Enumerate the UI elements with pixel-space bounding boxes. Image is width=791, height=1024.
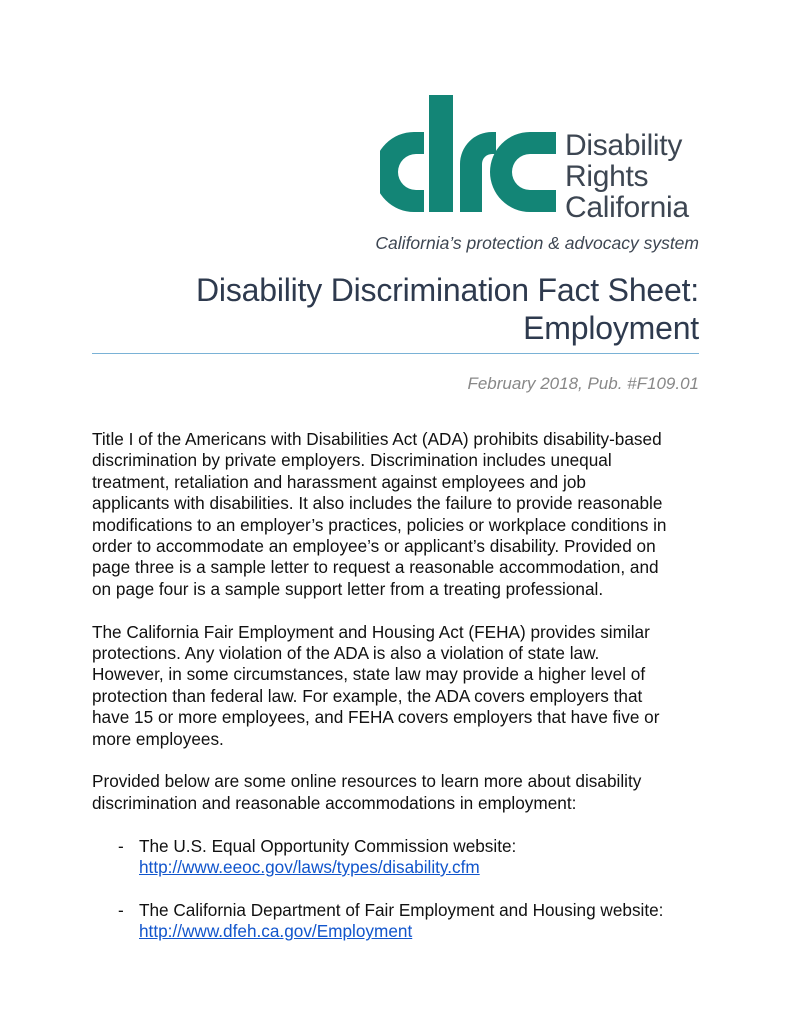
resource-label: The California Department of Fair Employment and Housing website: [139,899,664,920]
tagline: California’s protection & advocacy system [375,233,699,253]
resource-label: The U.S. Equal Opportunity Commission website: [139,835,517,856]
paragraph-line: However, in some circumstances, state law may provide a higher level of [92,664,646,685]
header-logo [380,92,700,227]
paragraph-line: Title I of the Americans with Disabilities Act (ADA) prohibits disability-based [92,429,662,449]
title-line: Employment [523,310,699,346]
paragraph-line: modifications to an employer’s practices, policies or workplace conditions in [92,514,667,535]
paragraph-line: The California Fair Employment and Housing Act (FEHA) provides similar [92,621,650,642]
paragraph-line: discrimination and reasonable accommodations in employment: [92,792,577,813]
title-divider [92,353,699,354]
org-name [565,130,689,223]
paragraph-line: more employees. [92,728,224,749]
document-body [92,429,712,964]
page-title [196,271,699,347]
paragraph-line: Provided below are some online resources to learn more about disability [92,771,642,792]
logo-shape [380,132,424,212]
org-name-line: California [565,191,689,224]
paragraph-line: protections. Any violation of the ADA is also a violation of state law. [92,643,600,664]
paragraph-line: treatment, retaliation and harassment against employees and job [92,471,586,492]
body-paragraph [92,429,712,600]
body-paragraph [92,622,712,750]
paragraph-line: protection than federal law. For example, the ADA covers employers that [92,685,643,706]
logo-shape [490,132,556,212]
resource-list [92,836,712,943]
logo-shape [429,95,453,212]
resource-item [92,836,712,879]
drc-logo-icon [380,92,556,226]
paragraph-line: discrimination by private employers. Discrimination includes unequal [92,450,612,471]
title-line: Disability Discrimination Fact Sheet: [196,272,699,308]
resource-item [92,900,712,943]
list-bullet: - [118,899,124,920]
resource-link[interactable]: http://www.eeoc.gov/laws/types/disability.cfm [139,857,480,878]
body-paragraph [92,771,712,814]
paragraph-line: have 15 or more employees, and FEHA covers employers that have five or [92,707,660,728]
org-name-line: Disability [565,129,683,162]
org-name-line: Rights [565,160,649,193]
paragraph-line: page three is a sample letter to request a reasonable accommodation, and [92,557,659,578]
list-bullet: - [118,835,124,856]
publication-info: February 2018, Pub. #F109.01 [467,374,699,393]
paragraph-line: order to accommodate an employee’s or applicant’s disability. Provided on [92,536,656,557]
resource-link[interactable]: http://www.dfeh.ca.gov/Employment [139,921,413,942]
paragraph-line: on page four is a sample support letter from a treating professional. [92,578,604,599]
paragraph-line: applicants with disabilities. It also includes the failure to provide reasonable [92,493,663,514]
